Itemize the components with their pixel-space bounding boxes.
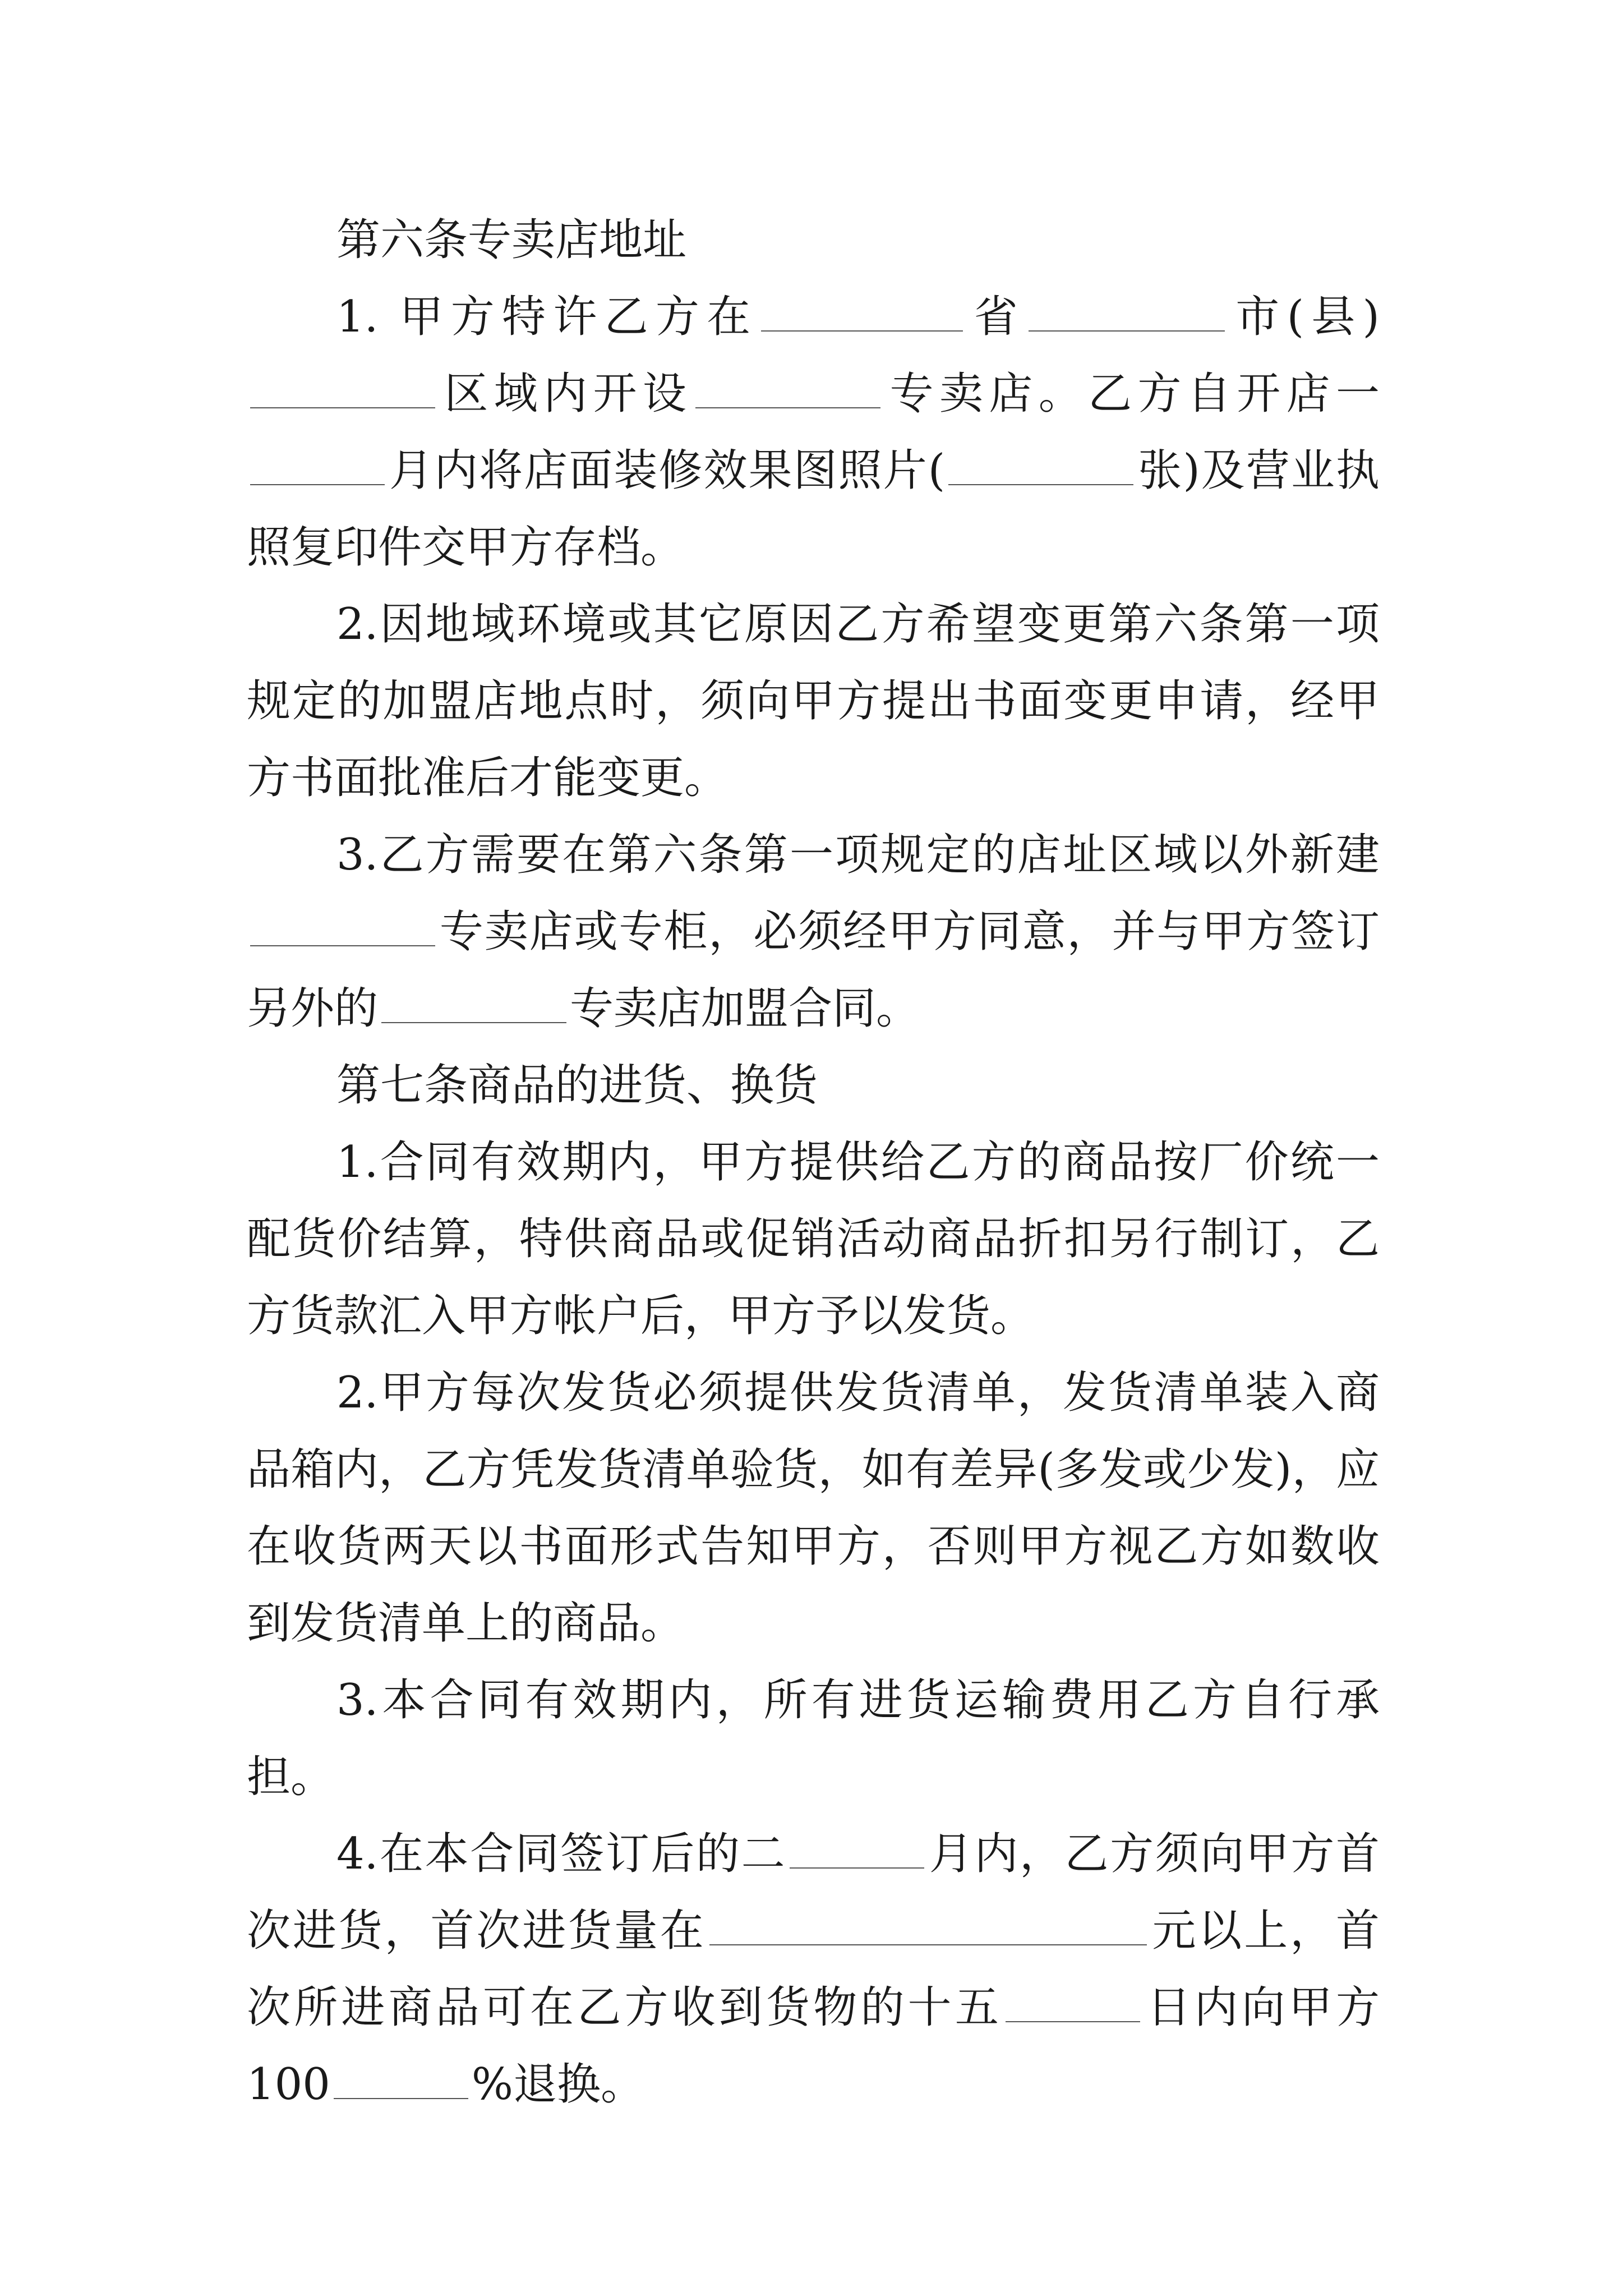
article-6-clause-1 (247, 279, 1380, 586)
article-6-title (247, 202, 1380, 279)
clause-text: 省 (966, 292, 1026, 342)
article-7-title (247, 1047, 1380, 1124)
blank-new-store (250, 906, 435, 946)
clause-text: 1.合同有效期内，甲方提供给乙方的商品按厂价统一配货价结算，特供商品或促销活动商品折扣另行制订，乙方货款汇入甲方帐户后，甲方予以发货。 (247, 1137, 1380, 1341)
article-6-title-text: 第六条专卖店地址 (336, 215, 687, 265)
blank-city (1029, 291, 1225, 332)
blank-brand (695, 368, 880, 408)
blank-months (250, 445, 385, 485)
blank-return-percent (334, 2059, 468, 2099)
blank-return-days (1006, 1982, 1140, 2022)
blank-first-order-amount (709, 1905, 1147, 1945)
clause-text: 3.本合同有效期内，所有进货运输费用乙方自行承担。 (247, 1675, 1380, 1802)
clause-text: 区域内开设 (439, 369, 693, 419)
clause-text: 2.因地域环境或其它原因乙方希望变更第六条第一项规定的加盟店地点时，须向甲方提出书面变更申请，经甲方书面批准后才能变更。 (247, 599, 1380, 803)
clause-text: 张)及营业执照复印件交甲方存档。 (247, 445, 1380, 573)
article-7-clause-3 (247, 1662, 1380, 1816)
clause-text: 月内将店面装修效果图照片( (388, 445, 946, 496)
article-6-clause-3 (247, 817, 1380, 1047)
article-6-clause-2 (247, 586, 1380, 817)
article-7-title-text: 第七条商品的进货、换货 (336, 1060, 818, 1111)
clause-text: 2.甲方每次发货必须提供发货清单，发货清单装入商品箱内，乙方凭发货清单验货，如有差异(多发或少发)，应在收货两天以书面形式告知甲方，否则甲方视乙方如数收到发货清单上的商品。 (247, 1368, 1380, 1649)
clause-text: 3.乙方需要在第六条第一项规定的店址区域以外新建 (336, 830, 1380, 880)
contract-body (247, 202, 1380, 2123)
article-7-clause-1 (247, 1124, 1380, 1355)
clause-text: 元以上，首次所进商品可在乙方收到货物的十五 (247, 1906, 1380, 2033)
clause-text: 市(县) (1228, 292, 1380, 342)
blank-district (250, 368, 435, 408)
blank-first-order-months (790, 1828, 924, 1869)
article-7-clause-2 (247, 1355, 1380, 1662)
blank-province (761, 291, 963, 332)
clause-text: 4.在本合同签订后的二 (336, 1829, 787, 1879)
clause-text: 1. 甲方特许乙方在 (336, 292, 758, 342)
clause-text: 专卖店或专柜，必须经甲方同意，并与甲方签订另外的 (247, 907, 1380, 1034)
clause-text: 专卖店。乙方自开店一 (884, 369, 1380, 419)
blank-other-contract (381, 983, 566, 1023)
article-7-clause-4 (247, 1816, 1380, 2123)
clause-text: 月内，乙方须向甲方首次进货，首次进货量在 (247, 1829, 1380, 1956)
clause-text: 专卖店加盟合同。 (570, 983, 920, 1034)
blank-photo-count (948, 445, 1133, 485)
clause-text: %退换。 (471, 2059, 645, 2110)
clause-text: 日内向甲方100 (247, 1982, 1380, 2110)
